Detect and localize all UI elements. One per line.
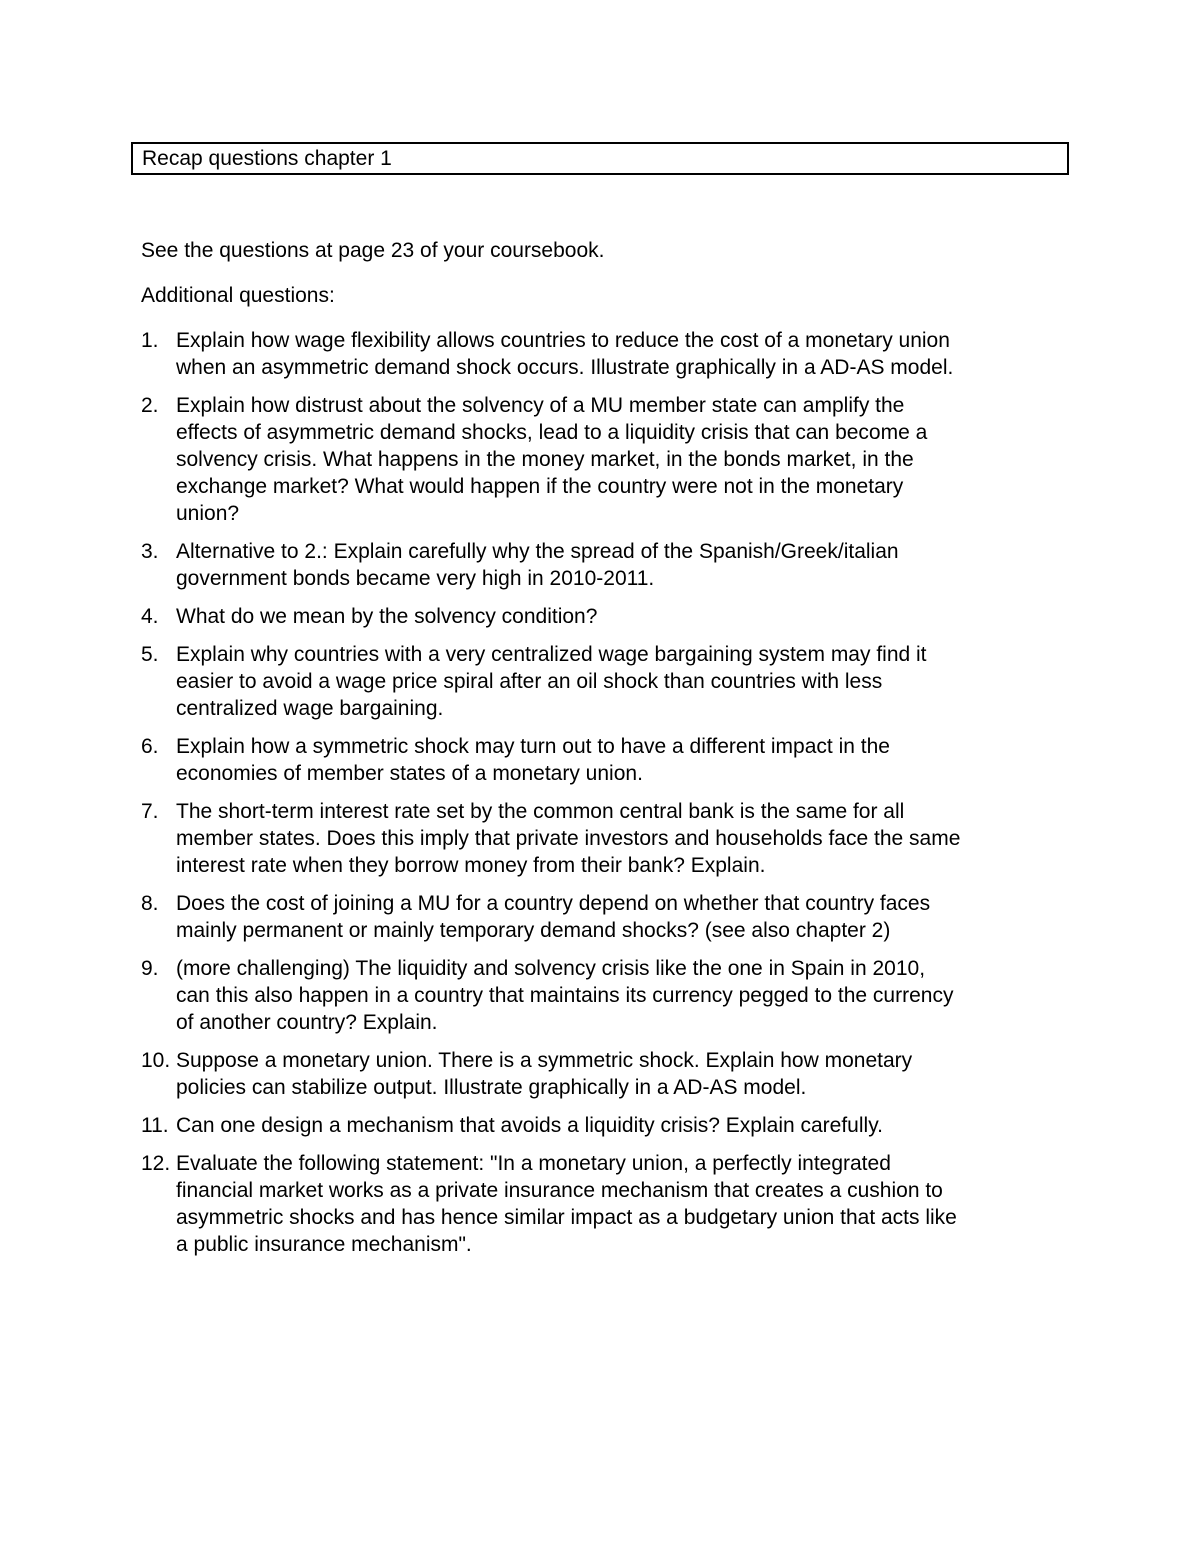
question-text-line: policies can stabilize output. Illustrate graphically in a AD-AS model. <box>176 1076 807 1099</box>
question-number: 5. <box>141 643 159 666</box>
question-text-line: Suppose a monetary union. There is a symmetric shock. Explain how monetary <box>176 1049 913 1072</box>
question-number: 10. <box>141 1049 171 1072</box>
question-item-5 <box>141 641 1071 722</box>
question-number: 3. <box>141 540 159 563</box>
question-text-line: member states. Does this imply that private investors and households face the same <box>176 827 961 850</box>
question-text-line: government bonds became very high in 2010-2011. <box>176 567 655 590</box>
question-text-line: Alternative to 2.: Explain carefully why the spread of the Spanish/Greek/italian <box>176 540 899 563</box>
question-text-line: union? <box>176 502 240 525</box>
question-text-line: Explain why countries with a very centralized wage bargaining system may find it <box>176 643 927 666</box>
question-text-line: (more challenging) The liquidity and solvency crisis like the one in Spain in 2010, <box>176 957 926 980</box>
question-item-6 <box>141 733 1071 787</box>
question-text-line: Can one design a mechanism that avoids a liquidity crisis? Explain carefully. <box>176 1114 883 1137</box>
question-text-line: interest rate when they borrow money from their bank? Explain. <box>176 854 766 877</box>
question-number: 6. <box>141 735 159 758</box>
question-text-line: The short-term interest rate set by the common central bank is the same for all <box>176 800 905 823</box>
question-text-line: exchange market? What would happen if the country were not in the monetary <box>176 475 904 498</box>
question-number: 11. <box>141 1114 169 1137</box>
question-number: 1. <box>141 329 159 352</box>
question-text-line: Explain how wage flexibility allows countries to reduce the cost of a monetary union <box>176 329 950 352</box>
question-text-line: asymmetric shocks and has hence similar impact as a budgetary union that acts like <box>176 1206 957 1229</box>
question-number: 4. <box>141 605 159 628</box>
question-text-line: What do we mean by the solvency condition? <box>176 605 598 628</box>
question-item-3 <box>141 538 1071 592</box>
question-number: 12. <box>141 1152 171 1175</box>
question-text-line: a public insurance mechanism". <box>176 1233 472 1256</box>
question-text-line: can this also happen in a country that maintains its currency pegged to the currency <box>176 984 954 1007</box>
question-item-12 <box>141 1150 1071 1258</box>
question-text-line: mainly permanent or mainly temporary demand shocks? (see also chapter 2) <box>176 919 891 942</box>
question-item-1 <box>141 327 1071 381</box>
question-number: 7. <box>141 800 159 823</box>
question-item-7 <box>141 798 1071 879</box>
question-text-line: solvency crisis. What happens in the money market, in the bonds market, in the <box>176 448 914 471</box>
question-text-line: easier to avoid a wage price spiral after an oil shock than countries with less <box>176 670 883 693</box>
question-text-line: effects of asymmetric demand shocks, lead to a liquidity crisis that can become a <box>176 421 928 444</box>
question-text-line: economies of member states of a monetary union. <box>176 762 643 785</box>
question-item-10 <box>141 1047 1071 1101</box>
question-text-line: Evaluate the following statement: "In a monetary union, a perfectly integrated <box>176 1152 891 1175</box>
question-number: 9. <box>141 957 159 980</box>
question-text-line: financial market works as a private insurance mechanism that creates a cushion to <box>176 1179 943 1202</box>
question-text-line: Explain how distrust about the solvency of a MU member state can amplify the <box>176 394 905 417</box>
question-text-line: of another country? Explain. <box>176 1011 438 1034</box>
question-item-9 <box>141 955 1071 1036</box>
title-box <box>131 142 1069 175</box>
question-item-4 <box>141 603 1071 630</box>
question-number: 2. <box>141 394 159 417</box>
question-text-line: when an asymmetric demand shock occurs. Illustrate graphically in a AD-AS model. <box>176 356 954 379</box>
question-item-11 <box>141 1112 1071 1139</box>
question-text-line: centralized wage bargaining. <box>176 697 444 720</box>
question-number: 8. <box>141 892 159 915</box>
question-item-8 <box>141 890 1071 944</box>
question-text-line: Explain how a symmetric shock may turn out to have a different impact in the <box>176 735 890 758</box>
question-item-2 <box>141 392 1071 527</box>
page-title: Recap questions chapter 1 <box>142 147 392 170</box>
question-text-line: Does the cost of joining a MU for a country depend on whether that country faces <box>176 892 931 915</box>
additional-questions-label: Additional questions: <box>141 284 335 307</box>
question-list <box>141 327 1071 1269</box>
intro-text: See the questions at page 23 of your coursebook. <box>141 239 605 262</box>
